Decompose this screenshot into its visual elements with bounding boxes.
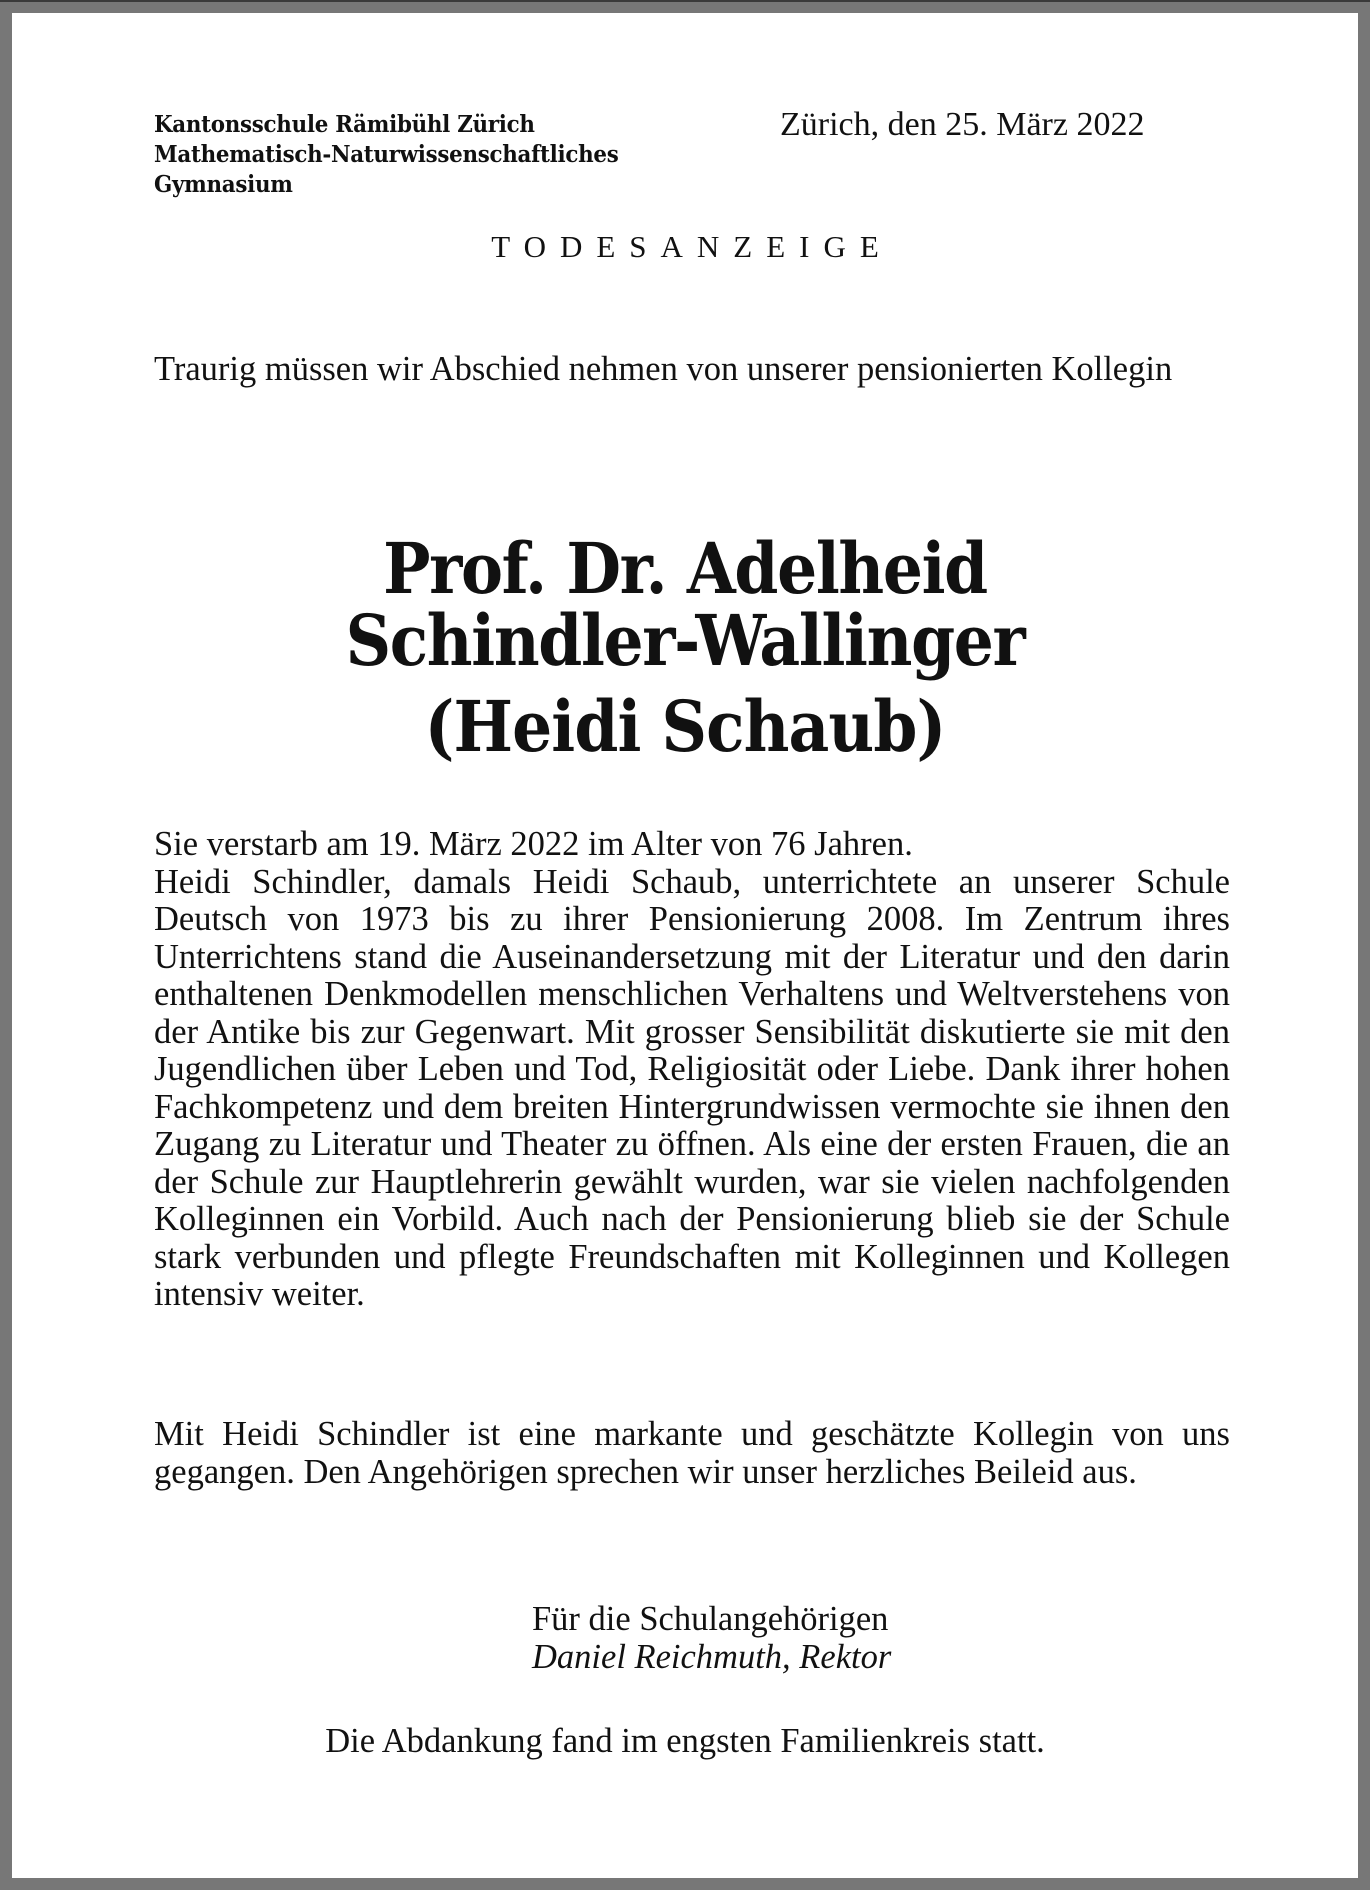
deceased-name — [12, 527, 1358, 768]
closing-note: Die Abdankung fand im engsten Familienkreis statt. — [325, 1722, 1045, 1760]
deceased-maiden-name: (Heidi Schaub) — [424, 685, 946, 768]
document-heading: TODESANZEIGE — [491, 229, 893, 264]
condolence-paragraph: Mit Heidi Schindler ist eine markante und geschätzte Kollegin von uns gegangen. Den Angehörigen sprechen wir unser herzliches Beileid aus. — [154, 1415, 1230, 1491]
obituary-body — [154, 826, 1230, 1314]
place-date: Zürich, den 25. März 2022 — [780, 106, 1145, 143]
viewer-top-edge — [0, 0, 1370, 2]
intro-text: Traurig müssen wir Abschied nehmen von unserer pensionierten Kollegin — [154, 350, 1173, 388]
deceased-name-line-1: Prof. Dr. Adelheid — [383, 527, 987, 610]
deceased-name-line-2: Schindler-Wallinger — [345, 599, 1025, 682]
signoff-block — [532, 1600, 891, 1676]
sender-line: Kantonsschule Rämibühl Zürich — [154, 111, 535, 138]
sender-line: Gymnasium — [154, 171, 293, 198]
document-page — [12, 13, 1358, 1878]
biography-paragraph: Heidi Schindler, damals Heidi Schaub, unterrichtete an unserer Schule Deutsch von 1973 bis zu ihrer Pensionierung 2008. Im Zentrum ihres Unterrichtens stand die Auseinandersetzung mit der Literatur und den darin enthaltenen Denkmodellen menschlichen Verhaltens und Weltverstehens von der Antike bis zur Gegenwart. Mit grosser Sensibilität diskutierte sie mit den Jugendlichen über Leben und Tod, Religiosität oder Liebe. Dank ihrer hohen Fachkompetenz und dem breiten Hintergrundwissen vermochte sie ihnen den Zugang zu Literatur und Theater zu öffnen. Als eine der ersten Frauen, die an der Schule zur Hauptlehrerin gewählt wurden, war sie vielen nachfolgenden Kolleginnen ein Vorbild. Auch nach der Pensionierung blieb sie der Schule stark verbunden und pflegte Freundschaften mit Kolleginnen und Kollegen intensiv weiter. — [154, 862, 1230, 1313]
on-behalf-line: Für die Schulangehörigen — [532, 1600, 889, 1638]
signatory: Daniel Reichmuth, Rektor — [532, 1638, 892, 1676]
sender-line: Mathematisch-Naturwissenschaftliches — [154, 141, 619, 168]
sender-block — [154, 110, 731, 200]
death-date-sentence: Sie verstarb am 19. März 2022 im Alter von 76 Jahren. — [154, 825, 913, 863]
